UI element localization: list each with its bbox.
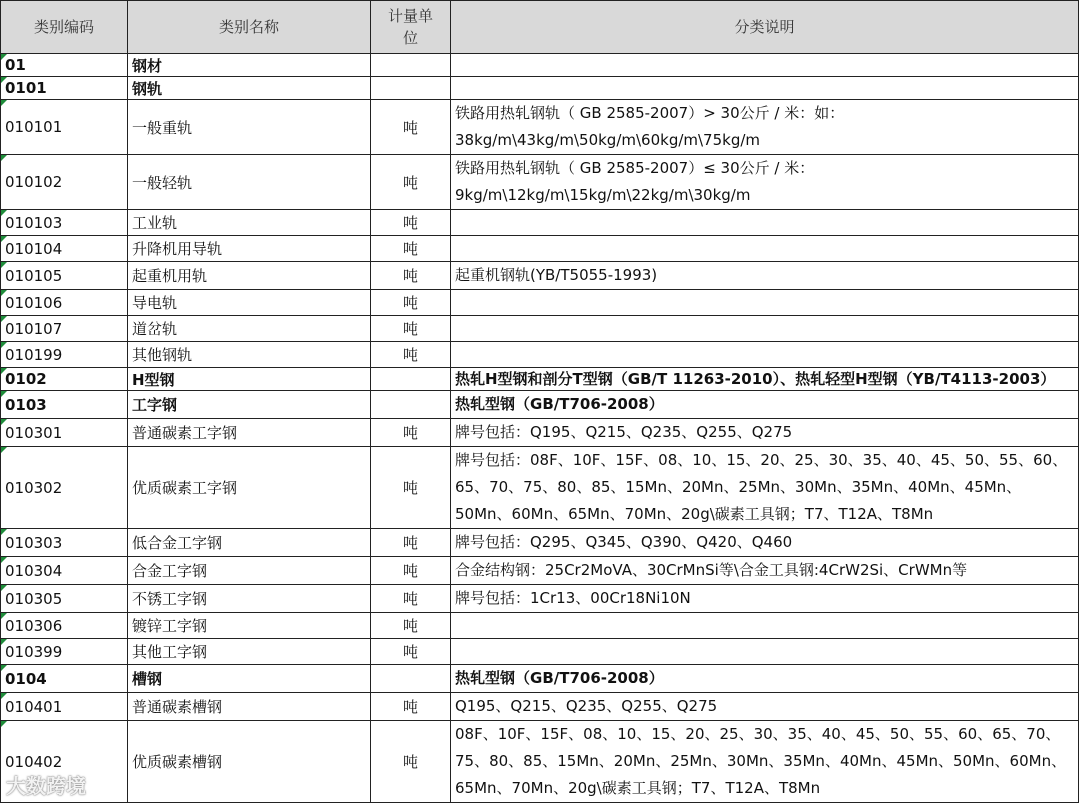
cell-unit: 吨 xyxy=(371,585,451,613)
cell-name: 优质碳素槽钢 xyxy=(128,721,371,803)
cell-desc xyxy=(451,342,1079,368)
cell-code: 010305 xyxy=(1,585,128,613)
watermark-text: 大数跨境 xyxy=(6,774,86,798)
cell-name: 低合金工字钢 xyxy=(128,529,371,557)
cell-desc xyxy=(451,210,1079,236)
table-row xyxy=(1,342,1079,368)
cell-code: 0104 xyxy=(1,665,128,693)
cell-unit: 吨 xyxy=(371,639,451,665)
cell-unit: 吨 xyxy=(371,721,451,803)
cell-name: 起重机用轨 xyxy=(128,262,371,290)
cell-name: H型钢 xyxy=(128,368,371,391)
cell-name: 钢轨 xyxy=(128,77,371,100)
table-row xyxy=(1,262,1079,290)
cell-desc: 铁路用热轧钢轨（ GB 2585-2007）≤ 30公斤 / 米：9kg/m\12kg/m\15kg/m\22kg/m\30kg/m xyxy=(451,155,1079,210)
header-row xyxy=(1,1,1079,54)
header-unit: 计量单位 xyxy=(371,1,451,54)
cell-name: 一般轻轨 xyxy=(128,155,371,210)
table-row xyxy=(1,639,1079,665)
cell-desc xyxy=(451,54,1079,77)
table-row xyxy=(1,585,1079,613)
cell-desc xyxy=(451,613,1079,639)
cell-code: 010102 xyxy=(1,155,128,210)
cell-unit: 吨 xyxy=(371,262,451,290)
header-code: 类别编码 xyxy=(1,1,128,54)
cell-code: 010306 xyxy=(1,613,128,639)
cell-code: 010199 xyxy=(1,342,128,368)
cell-code: 010105 xyxy=(1,262,128,290)
cell-code: 0103 xyxy=(1,391,128,419)
cell-desc: 铁路用热轧钢轨（ GB 2585-2007）> 30公斤 / 米：如：38kg/m\43kg/m\50kg/m\60kg/m\75kg/m xyxy=(451,100,1079,155)
cell-unit xyxy=(371,391,451,419)
cell-desc: 热轧型钢（GB/T706-2008） xyxy=(451,665,1079,693)
cell-desc: 合金结构钢：25Cr2MoVA、30CrMnSi等\合金工具钢:4CrW2Si、CrWMn等 xyxy=(451,557,1079,585)
cell-code: 0101 xyxy=(1,77,128,100)
cell-desc: 热轧H型钢和剖分T型钢（GB/T 11263-2010）、热轧轻型H型钢（YB/T4113-2003） xyxy=(451,368,1079,391)
cell-desc: 牌号包括：Q295、Q345、Q390、Q420、Q460 xyxy=(451,529,1079,557)
cell-code: 010104 xyxy=(1,236,128,262)
cell-desc: 热轧型钢（GB/T706-2008） xyxy=(451,391,1079,419)
cell-unit: 吨 xyxy=(371,419,451,447)
cell-desc xyxy=(451,639,1079,665)
table-row xyxy=(1,721,1079,803)
cell-desc xyxy=(451,316,1079,342)
cell-unit: 吨 xyxy=(371,529,451,557)
cell-code: 010304 xyxy=(1,557,128,585)
cell-code: 010303 xyxy=(1,529,128,557)
cell-unit: 吨 xyxy=(371,100,451,155)
table-row xyxy=(1,665,1079,693)
table-row xyxy=(1,447,1079,529)
cell-code: 010106 xyxy=(1,290,128,316)
cell-desc: 牌号包括：1Cr13、00Cr18Ni10N xyxy=(451,585,1079,613)
cell-code: 010301 xyxy=(1,419,128,447)
table-row xyxy=(1,100,1079,155)
cell-name: 一般重轨 xyxy=(128,100,371,155)
cell-unit: 吨 xyxy=(371,557,451,585)
header-name: 类别名称 xyxy=(128,1,371,54)
cell-desc: 牌号包括：08F、10F、15F、08、10、15、20、25、30、35、40、45、50、55、60、65、70、75、80、85、15Mn、20Mn、25Mn、30Mn、35Mn、40Mn、45Mn、50Mn、60Mn、65Mn、70Mn、20g\碳素工具钢；T7、T12A、T8Mn xyxy=(451,447,1079,529)
table-row xyxy=(1,155,1079,210)
table-row xyxy=(1,557,1079,585)
table-row xyxy=(1,419,1079,447)
cell-unit xyxy=(371,54,451,77)
cell-unit: 吨 xyxy=(371,447,451,529)
cell-unit: 吨 xyxy=(371,693,451,721)
cell-name: 槽钢 xyxy=(128,665,371,693)
cell-desc: Q195、Q215、Q235、Q255、Q275 xyxy=(451,693,1079,721)
cell-name: 其他钢轨 xyxy=(128,342,371,368)
cell-code: 010107 xyxy=(1,316,128,342)
cell-code: 010103 xyxy=(1,210,128,236)
cell-name: 工业轨 xyxy=(128,210,371,236)
cell-desc: 起重机钢轨(YB/T5055-1993) xyxy=(451,262,1079,290)
cell-code: 010302 xyxy=(1,447,128,529)
watermark-logo xyxy=(6,770,86,799)
cell-unit: 吨 xyxy=(371,210,451,236)
cell-desc: 08F、10F、15F、08、10、15、20、25、30、35、40、45、50、55、60、65、70、75、80、85、15Mn、20Mn、25Mn、30Mn、35Mn、40Mn、45Mn、50Mn、60Mn、65Mn、70Mn、20g\碳素工具钢；T7、T12A、T8Mn xyxy=(451,721,1079,803)
cell-name: 不锈工字钢 xyxy=(128,585,371,613)
table-row xyxy=(1,368,1079,391)
cell-name: 其他工字钢 xyxy=(128,639,371,665)
table-row xyxy=(1,290,1079,316)
cell-desc xyxy=(451,236,1079,262)
table-row xyxy=(1,613,1079,639)
table-row xyxy=(1,210,1079,236)
cell-code: 01 xyxy=(1,54,128,77)
table-row xyxy=(1,693,1079,721)
cell-unit: 吨 xyxy=(371,342,451,368)
table-row xyxy=(1,236,1079,262)
cell-desc xyxy=(451,77,1079,100)
table-row xyxy=(1,77,1079,100)
cell-name: 镀锌工字钢 xyxy=(128,613,371,639)
table-row xyxy=(1,316,1079,342)
cell-name: 优质碳素工字钢 xyxy=(128,447,371,529)
table-row xyxy=(1,54,1079,77)
cell-unit xyxy=(371,368,451,391)
table-row xyxy=(1,529,1079,557)
cell-unit: 吨 xyxy=(371,316,451,342)
cell-unit xyxy=(371,665,451,693)
cell-name: 普通碳素工字钢 xyxy=(128,419,371,447)
cell-name: 升降机用导轨 xyxy=(128,236,371,262)
cell-name: 钢材 xyxy=(128,54,371,77)
cell-name: 工字钢 xyxy=(128,391,371,419)
cell-name: 普通碳素槽钢 xyxy=(128,693,371,721)
cell-code: 0102 xyxy=(1,368,128,391)
cell-unit: 吨 xyxy=(371,236,451,262)
cell-unit: 吨 xyxy=(371,290,451,316)
cell-code: 010402 xyxy=(1,721,128,803)
cell-desc xyxy=(451,290,1079,316)
cell-code: 010401 xyxy=(1,693,128,721)
cell-unit: 吨 xyxy=(371,613,451,639)
header-desc: 分类说明 xyxy=(451,1,1079,54)
cell-name: 导电轨 xyxy=(128,290,371,316)
cell-code: 010101 xyxy=(1,100,128,155)
cell-code: 010399 xyxy=(1,639,128,665)
cell-unit xyxy=(371,77,451,100)
cell-desc: 牌号包括：Q195、Q215、Q235、Q255、Q275 xyxy=(451,419,1079,447)
cell-unit: 吨 xyxy=(371,155,451,210)
table-row xyxy=(1,391,1079,419)
cell-name: 合金工字钢 xyxy=(128,557,371,585)
cell-name: 道岔轨 xyxy=(128,316,371,342)
